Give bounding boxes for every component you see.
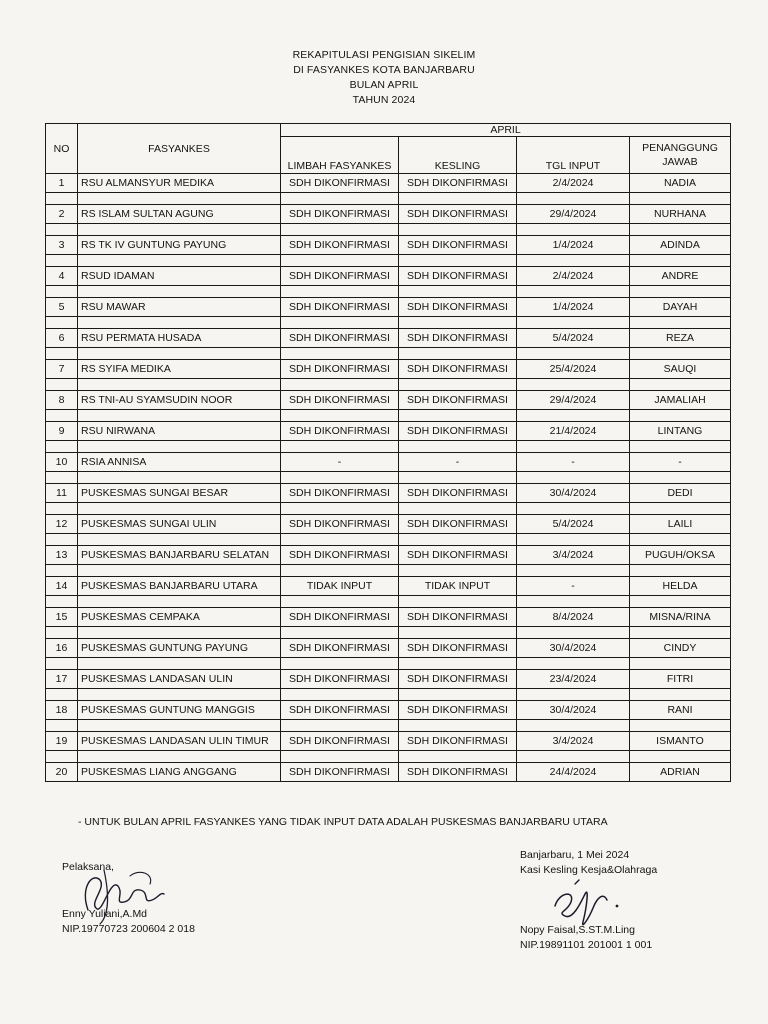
spacer-cell (517, 534, 630, 546)
spacer-cell (46, 503, 78, 515)
cell-fasyankes: RS TNI-AU SYAMSUDIN NOOR (78, 391, 281, 410)
signature-left-name: Enny Yuliani,A.Md (62, 908, 148, 920)
cell-tgl-input: - (517, 453, 630, 472)
spacer-cell (517, 627, 630, 639)
spacer-cell (517, 410, 630, 422)
cell-limbah: SDH DIKONFIRMASI (281, 267, 399, 286)
spacer-cell (78, 472, 281, 484)
table-row (46, 577, 731, 596)
cell-penanggung-jawab: MISNA/RINA (630, 608, 731, 627)
header-tgl-input: TGL INPUT (517, 137, 630, 174)
cell-kesling: SDH DIKONFIRMASI (399, 484, 517, 503)
cell-no: 18 (46, 701, 78, 720)
cell-tgl-input: 30/4/2024 (517, 639, 630, 658)
cell-no: 4 (46, 267, 78, 286)
spacer-cell (399, 534, 517, 546)
cell-fasyankes: RSIA ANNISA (78, 453, 281, 472)
spacer-cell (281, 255, 399, 267)
cell-penanggung-jawab: CINDY (630, 639, 731, 658)
spacer-cell (78, 720, 281, 732)
spacer-cell (281, 472, 399, 484)
table-spacer-row (46, 224, 731, 236)
cell-tgl-input: 5/4/2024 (517, 515, 630, 534)
cell-penanggung-jawab: NADIA (630, 174, 731, 193)
cell-kesling: SDH DIKONFIRMASI (399, 391, 517, 410)
recap-table (45, 123, 731, 782)
cell-no: 1 (46, 174, 78, 193)
cell-kesling: - (399, 453, 517, 472)
cell-no: 13 (46, 546, 78, 565)
spacer-cell (78, 658, 281, 670)
table-row (46, 360, 731, 379)
signature-right-nip: NIP.19891101 201001 1 001 (520, 939, 653, 951)
spacer-cell (78, 441, 281, 453)
table-spacer-row (46, 596, 731, 608)
signature-left-nip: NIP.19770723 200604 2 018 (62, 923, 195, 935)
spacer-cell (281, 596, 399, 608)
cell-tgl-input: 1/4/2024 (517, 298, 630, 317)
spacer-cell (281, 379, 399, 391)
spacer-cell (281, 286, 399, 298)
signature-right-role: Kasi Kesling Kesja&Olahraga (520, 864, 658, 876)
cell-limbah: SDH DIKONFIRMASI (281, 608, 399, 627)
cell-penanggung-jawab: SAUQI (630, 360, 731, 379)
cell-limbah: TIDAK INPUT (281, 577, 399, 596)
spacer-cell (630, 348, 731, 360)
cell-fasyankes: PUSKESMAS BANJARBARU UTARA (78, 577, 281, 596)
spacer-cell (517, 503, 630, 515)
spacer-cell (517, 348, 630, 360)
signature-right-name: Nopy Faisal,S.ST.M.Ling (520, 924, 635, 936)
spacer-cell (46, 317, 78, 329)
spacer-cell (399, 379, 517, 391)
cell-no: 2 (46, 205, 78, 224)
signature-right-image (545, 872, 635, 932)
cell-no: 12 (46, 515, 78, 534)
table-spacer-row (46, 193, 731, 205)
signature-right-place-date: Banjarbaru, 1 Mei 2024 (520, 849, 630, 861)
cell-limbah: SDH DIKONFIRMASI (281, 329, 399, 348)
spacer-cell (399, 193, 517, 205)
spacer-cell (281, 720, 399, 732)
spacer-cell (630, 627, 731, 639)
table-spacer-row (46, 255, 731, 267)
table-row (46, 298, 731, 317)
spacer-cell (399, 255, 517, 267)
cell-limbah: SDH DIKONFIRMASI (281, 639, 399, 658)
table-spacer-row (46, 534, 731, 546)
cell-tgl-input: 29/4/2024 (517, 391, 630, 410)
header-pj-line-2: JAWAB (662, 156, 698, 168)
spacer-cell (281, 193, 399, 205)
table-row (46, 763, 731, 782)
cell-limbah: - (281, 453, 399, 472)
spacer-cell (517, 565, 630, 577)
spacer-cell (78, 689, 281, 701)
spacer-cell (630, 503, 731, 515)
table-row (46, 670, 731, 689)
spacer-cell (46, 627, 78, 639)
table-row (46, 515, 731, 534)
spacer-cell (46, 255, 78, 267)
spacer-cell (399, 720, 517, 732)
cell-tgl-input: 21/4/2024 (517, 422, 630, 441)
cell-kesling: SDH DIKONFIRMASI (399, 236, 517, 255)
cell-fasyankes: RSU MAWAR (78, 298, 281, 317)
cell-fasyankes: RSUD IDAMAN (78, 267, 281, 286)
spacer-cell (630, 751, 731, 763)
spacer-cell (630, 720, 731, 732)
spacer-cell (46, 534, 78, 546)
cell-tgl-input: 2/4/2024 (517, 174, 630, 193)
cell-kesling: SDH DIKONFIRMASI (399, 701, 517, 720)
document-title (0, 48, 768, 108)
spacer-cell (281, 565, 399, 577)
cell-no: 9 (46, 422, 78, 441)
cell-limbah: SDH DIKONFIRMASI (281, 205, 399, 224)
cell-limbah: SDH DIKONFIRMASI (281, 484, 399, 503)
spacer-cell (630, 534, 731, 546)
spacer-cell (281, 441, 399, 453)
spacer-cell (281, 410, 399, 422)
spacer-cell (46, 379, 78, 391)
cell-limbah: SDH DIKONFIRMASI (281, 298, 399, 317)
spacer-cell (46, 224, 78, 236)
spacer-cell (399, 751, 517, 763)
cell-fasyankes: PUSKESMAS LANDASAN ULIN (78, 670, 281, 689)
spacer-cell (630, 689, 731, 701)
spacer-cell (281, 627, 399, 639)
cell-tgl-input: 24/4/2024 (517, 763, 630, 782)
cell-limbah: SDH DIKONFIRMASI (281, 236, 399, 255)
spacer-cell (78, 503, 281, 515)
cell-kesling: SDH DIKONFIRMASI (399, 205, 517, 224)
spacer-cell (46, 410, 78, 422)
footnote: - UNTUK BULAN APRIL FASYANKES YANG TIDAK INPUT DATA ADALAH PUSKESMAS BANJARBARU UTARA (78, 816, 608, 828)
cell-tgl-input: 30/4/2024 (517, 484, 630, 503)
spacer-cell (46, 565, 78, 577)
cell-kesling: SDH DIKONFIRMASI (399, 515, 517, 534)
table-spacer-row (46, 658, 731, 670)
table-row (46, 546, 731, 565)
cell-tgl-input: 5/4/2024 (517, 329, 630, 348)
cell-no: 7 (46, 360, 78, 379)
cell-kesling: SDH DIKONFIRMASI (399, 546, 517, 565)
spacer-cell (630, 596, 731, 608)
cell-tgl-input: - (517, 577, 630, 596)
cell-penanggung-jawab: LINTANG (630, 422, 731, 441)
spacer-cell (517, 224, 630, 236)
cell-no: 10 (46, 453, 78, 472)
cell-no: 20 (46, 763, 78, 782)
spacer-cell (399, 596, 517, 608)
table-row (46, 267, 731, 286)
spacer-cell (517, 286, 630, 298)
spacer-cell (78, 534, 281, 546)
cell-tgl-input: 1/4/2024 (517, 236, 630, 255)
spacer-cell (78, 317, 281, 329)
spacer-cell (630, 472, 731, 484)
spacer-cell (46, 689, 78, 701)
spacer-cell (517, 689, 630, 701)
spacer-cell (399, 627, 517, 639)
cell-fasyankes: PUSKESMAS BANJARBARU SELATAN (78, 546, 281, 565)
table-spacer-row (46, 379, 731, 391)
table-row (46, 639, 731, 658)
cell-limbah: SDH DIKONFIRMASI (281, 701, 399, 720)
cell-limbah: SDH DIKONFIRMASI (281, 422, 399, 441)
cell-penanggung-jawab: LAILI (630, 515, 731, 534)
spacer-cell (517, 658, 630, 670)
signature-left-image (70, 858, 180, 928)
cell-fasyankes: PUSKESMAS SUNGAI BESAR (78, 484, 281, 503)
spacer-cell (517, 720, 630, 732)
spacer-cell (399, 410, 517, 422)
table-spacer-row (46, 286, 731, 298)
table-row (46, 236, 731, 255)
spacer-cell (399, 348, 517, 360)
header-no: NO (46, 124, 78, 174)
spacer-cell (399, 224, 517, 236)
table-row (46, 205, 731, 224)
cell-tgl-input: 29/4/2024 (517, 205, 630, 224)
table-row (46, 608, 731, 627)
cell-fasyankes: PUSKESMAS GUNTUNG PAYUNG (78, 639, 281, 658)
cell-fasyankes: RS ISLAM SULTAN AGUNG (78, 205, 281, 224)
table-spacer-row (46, 317, 731, 329)
spacer-cell (630, 441, 731, 453)
spacer-cell (517, 441, 630, 453)
table-spacer-row (46, 410, 731, 422)
signature-left-role: Pelaksana, (62, 861, 114, 873)
spacer-cell (630, 317, 731, 329)
spacer-cell (78, 379, 281, 391)
spacer-cell (630, 410, 731, 422)
spacer-cell (281, 348, 399, 360)
table-row (46, 329, 731, 348)
cell-penanggung-jawab: REZA (630, 329, 731, 348)
spacer-cell (630, 379, 731, 391)
cell-fasyankes: RSU PERMATA HUSADA (78, 329, 281, 348)
table-row (46, 453, 731, 472)
spacer-cell (46, 286, 78, 298)
spacer-cell (399, 441, 517, 453)
cell-penanggung-jawab: DEDI (630, 484, 731, 503)
cell-kesling: SDH DIKONFIRMASI (399, 670, 517, 689)
cell-kesling: SDH DIKONFIRMASI (399, 174, 517, 193)
spacer-cell (46, 751, 78, 763)
cell-penanggung-jawab: - (630, 453, 731, 472)
table-row (46, 422, 731, 441)
cell-kesling: SDH DIKONFIRMASI (399, 329, 517, 348)
header-pj-line-1: PENANGGUNG (642, 142, 718, 154)
cell-fasyankes: RSU ALMANSYUR MEDIKA (78, 174, 281, 193)
spacer-cell (517, 596, 630, 608)
header-limbah: LIMBAH FASYANKES (281, 137, 399, 174)
cell-fasyankes: RS TK IV GUNTUNG PAYUNG (78, 236, 281, 255)
title-line-4: TAHUN 2024 (352, 94, 416, 106)
cell-kesling: SDH DIKONFIRMASI (399, 763, 517, 782)
cell-penanggung-jawab: ISMANTO (630, 732, 731, 751)
cell-no: 11 (46, 484, 78, 503)
cell-kesling: TIDAK INPUT (399, 577, 517, 596)
cell-tgl-input: 3/4/2024 (517, 546, 630, 565)
cell-no: 5 (46, 298, 78, 317)
cell-kesling: SDH DIKONFIRMASI (399, 267, 517, 286)
cell-fasyankes: PUSKESMAS GUNTUNG MANGGIS (78, 701, 281, 720)
spacer-cell (630, 658, 731, 670)
cell-limbah: SDH DIKONFIRMASI (281, 391, 399, 410)
cell-penanggung-jawab: NURHANA (630, 205, 731, 224)
spacer-cell (630, 224, 731, 236)
cell-limbah: SDH DIKONFIRMASI (281, 360, 399, 379)
spacer-cell (281, 751, 399, 763)
header-penanggung-jawab (630, 137, 731, 174)
cell-limbah: SDH DIKONFIRMASI (281, 546, 399, 565)
cell-tgl-input: 2/4/2024 (517, 267, 630, 286)
header-month-group: APRIL (281, 124, 731, 137)
table-row (46, 732, 731, 751)
cell-tgl-input: 25/4/2024 (517, 360, 630, 379)
cell-no: 14 (46, 577, 78, 596)
table-spacer-row (46, 720, 731, 732)
spacer-cell (517, 255, 630, 267)
title-line-2: DI FASYANKES KOTA BANJARBARU (293, 64, 475, 76)
spacer-cell (281, 317, 399, 329)
spacer-cell (399, 317, 517, 329)
cell-no: 3 (46, 236, 78, 255)
cell-tgl-input: 3/4/2024 (517, 732, 630, 751)
title-line-1: REKAPITULASI PENGISIAN SIKELIM (292, 49, 476, 61)
table-spacer-row (46, 627, 731, 639)
cell-fasyankes: PUSKESMAS SUNGAI ULIN (78, 515, 281, 534)
spacer-cell (78, 596, 281, 608)
spacer-cell (399, 472, 517, 484)
cell-penanggung-jawab: HELDA (630, 577, 731, 596)
spacer-cell (281, 503, 399, 515)
spacer-cell (46, 441, 78, 453)
spacer-cell (399, 565, 517, 577)
cell-tgl-input: 23/4/2024 (517, 670, 630, 689)
spacer-cell (78, 286, 281, 298)
cell-kesling: SDH DIKONFIRMASI (399, 732, 517, 751)
table-spacer-row (46, 689, 731, 701)
cell-penanggung-jawab: PUGUH/OKSA (630, 546, 731, 565)
spacer-cell (517, 379, 630, 391)
cell-penanggung-jawab: JAMALIAH (630, 391, 731, 410)
spacer-cell (46, 658, 78, 670)
cell-penanggung-jawab: ADINDA (630, 236, 731, 255)
spacer-cell (78, 224, 281, 236)
cell-no: 6 (46, 329, 78, 348)
spacer-cell (281, 224, 399, 236)
spacer-cell (399, 658, 517, 670)
cell-penanggung-jawab: DAYAH (630, 298, 731, 317)
table-body (46, 174, 731, 782)
spacer-cell (46, 348, 78, 360)
cell-penanggung-jawab: ADRIAN (630, 763, 731, 782)
cell-fasyankes: PUSKESMAS LANDASAN ULIN TIMUR (78, 732, 281, 751)
spacer-cell (630, 255, 731, 267)
spacer-cell (78, 627, 281, 639)
spacer-cell (78, 255, 281, 267)
spacer-cell (281, 534, 399, 546)
cell-limbah: SDH DIKONFIRMASI (281, 763, 399, 782)
table-spacer-row (46, 503, 731, 515)
table-spacer-row (46, 565, 731, 577)
cell-kesling: SDH DIKONFIRMASI (399, 639, 517, 658)
spacer-cell (630, 286, 731, 298)
cell-fasyankes: RS SYIFA MEDIKA (78, 360, 281, 379)
cell-no: 19 (46, 732, 78, 751)
spacer-cell (517, 317, 630, 329)
cell-limbah: SDH DIKONFIRMASI (281, 174, 399, 193)
spacer-cell (46, 193, 78, 205)
spacer-cell (517, 472, 630, 484)
cell-penanggung-jawab: ANDRE (630, 267, 731, 286)
spacer-cell (281, 658, 399, 670)
cell-fasyankes: PUSKESMAS LIANG ANGGANG (78, 763, 281, 782)
table-row (46, 701, 731, 720)
title-line-3: BULAN APRIL (349, 79, 419, 91)
cell-no: 15 (46, 608, 78, 627)
cell-kesling: SDH DIKONFIRMASI (399, 608, 517, 627)
spacer-cell (78, 565, 281, 577)
cell-limbah: SDH DIKONFIRMASI (281, 732, 399, 751)
cell-penanggung-jawab: FITRI (630, 670, 731, 689)
spacer-cell (517, 193, 630, 205)
cell-no: 17 (46, 670, 78, 689)
spacer-cell (78, 193, 281, 205)
table-row (46, 484, 731, 503)
cell-no: 8 (46, 391, 78, 410)
table-row (46, 391, 731, 410)
spacer-cell (78, 410, 281, 422)
cell-fasyankes: RSU NIRWANA (78, 422, 281, 441)
spacer-cell (281, 689, 399, 701)
cell-fasyankes: PUSKESMAS CEMPAKA (78, 608, 281, 627)
table-spacer-row (46, 348, 731, 360)
table-spacer-row (46, 751, 731, 763)
spacer-cell (630, 193, 731, 205)
spacer-cell (78, 751, 281, 763)
spacer-cell (46, 720, 78, 732)
spacer-cell (46, 472, 78, 484)
header-fasyankes: FASYANKES (78, 124, 281, 174)
cell-kesling: SDH DIKONFIRMASI (399, 422, 517, 441)
spacer-cell (78, 348, 281, 360)
spacer-cell (399, 689, 517, 701)
cell-penanggung-jawab: RANI (630, 701, 731, 720)
cell-tgl-input: 8/4/2024 (517, 608, 630, 627)
table-spacer-row (46, 441, 731, 453)
spacer-cell (630, 565, 731, 577)
cell-limbah: SDH DIKONFIRMASI (281, 670, 399, 689)
spacer-cell (46, 596, 78, 608)
spacer-cell (399, 286, 517, 298)
cell-tgl-input: 30/4/2024 (517, 701, 630, 720)
table-spacer-row (46, 472, 731, 484)
spacer-cell (399, 503, 517, 515)
cell-kesling: SDH DIKONFIRMASI (399, 298, 517, 317)
spacer-cell (517, 751, 630, 763)
cell-no: 16 (46, 639, 78, 658)
cell-kesling: SDH DIKONFIRMASI (399, 360, 517, 379)
cell-limbah: SDH DIKONFIRMASI (281, 515, 399, 534)
table-row (46, 174, 731, 193)
header-kesling: KESLING (399, 137, 517, 174)
